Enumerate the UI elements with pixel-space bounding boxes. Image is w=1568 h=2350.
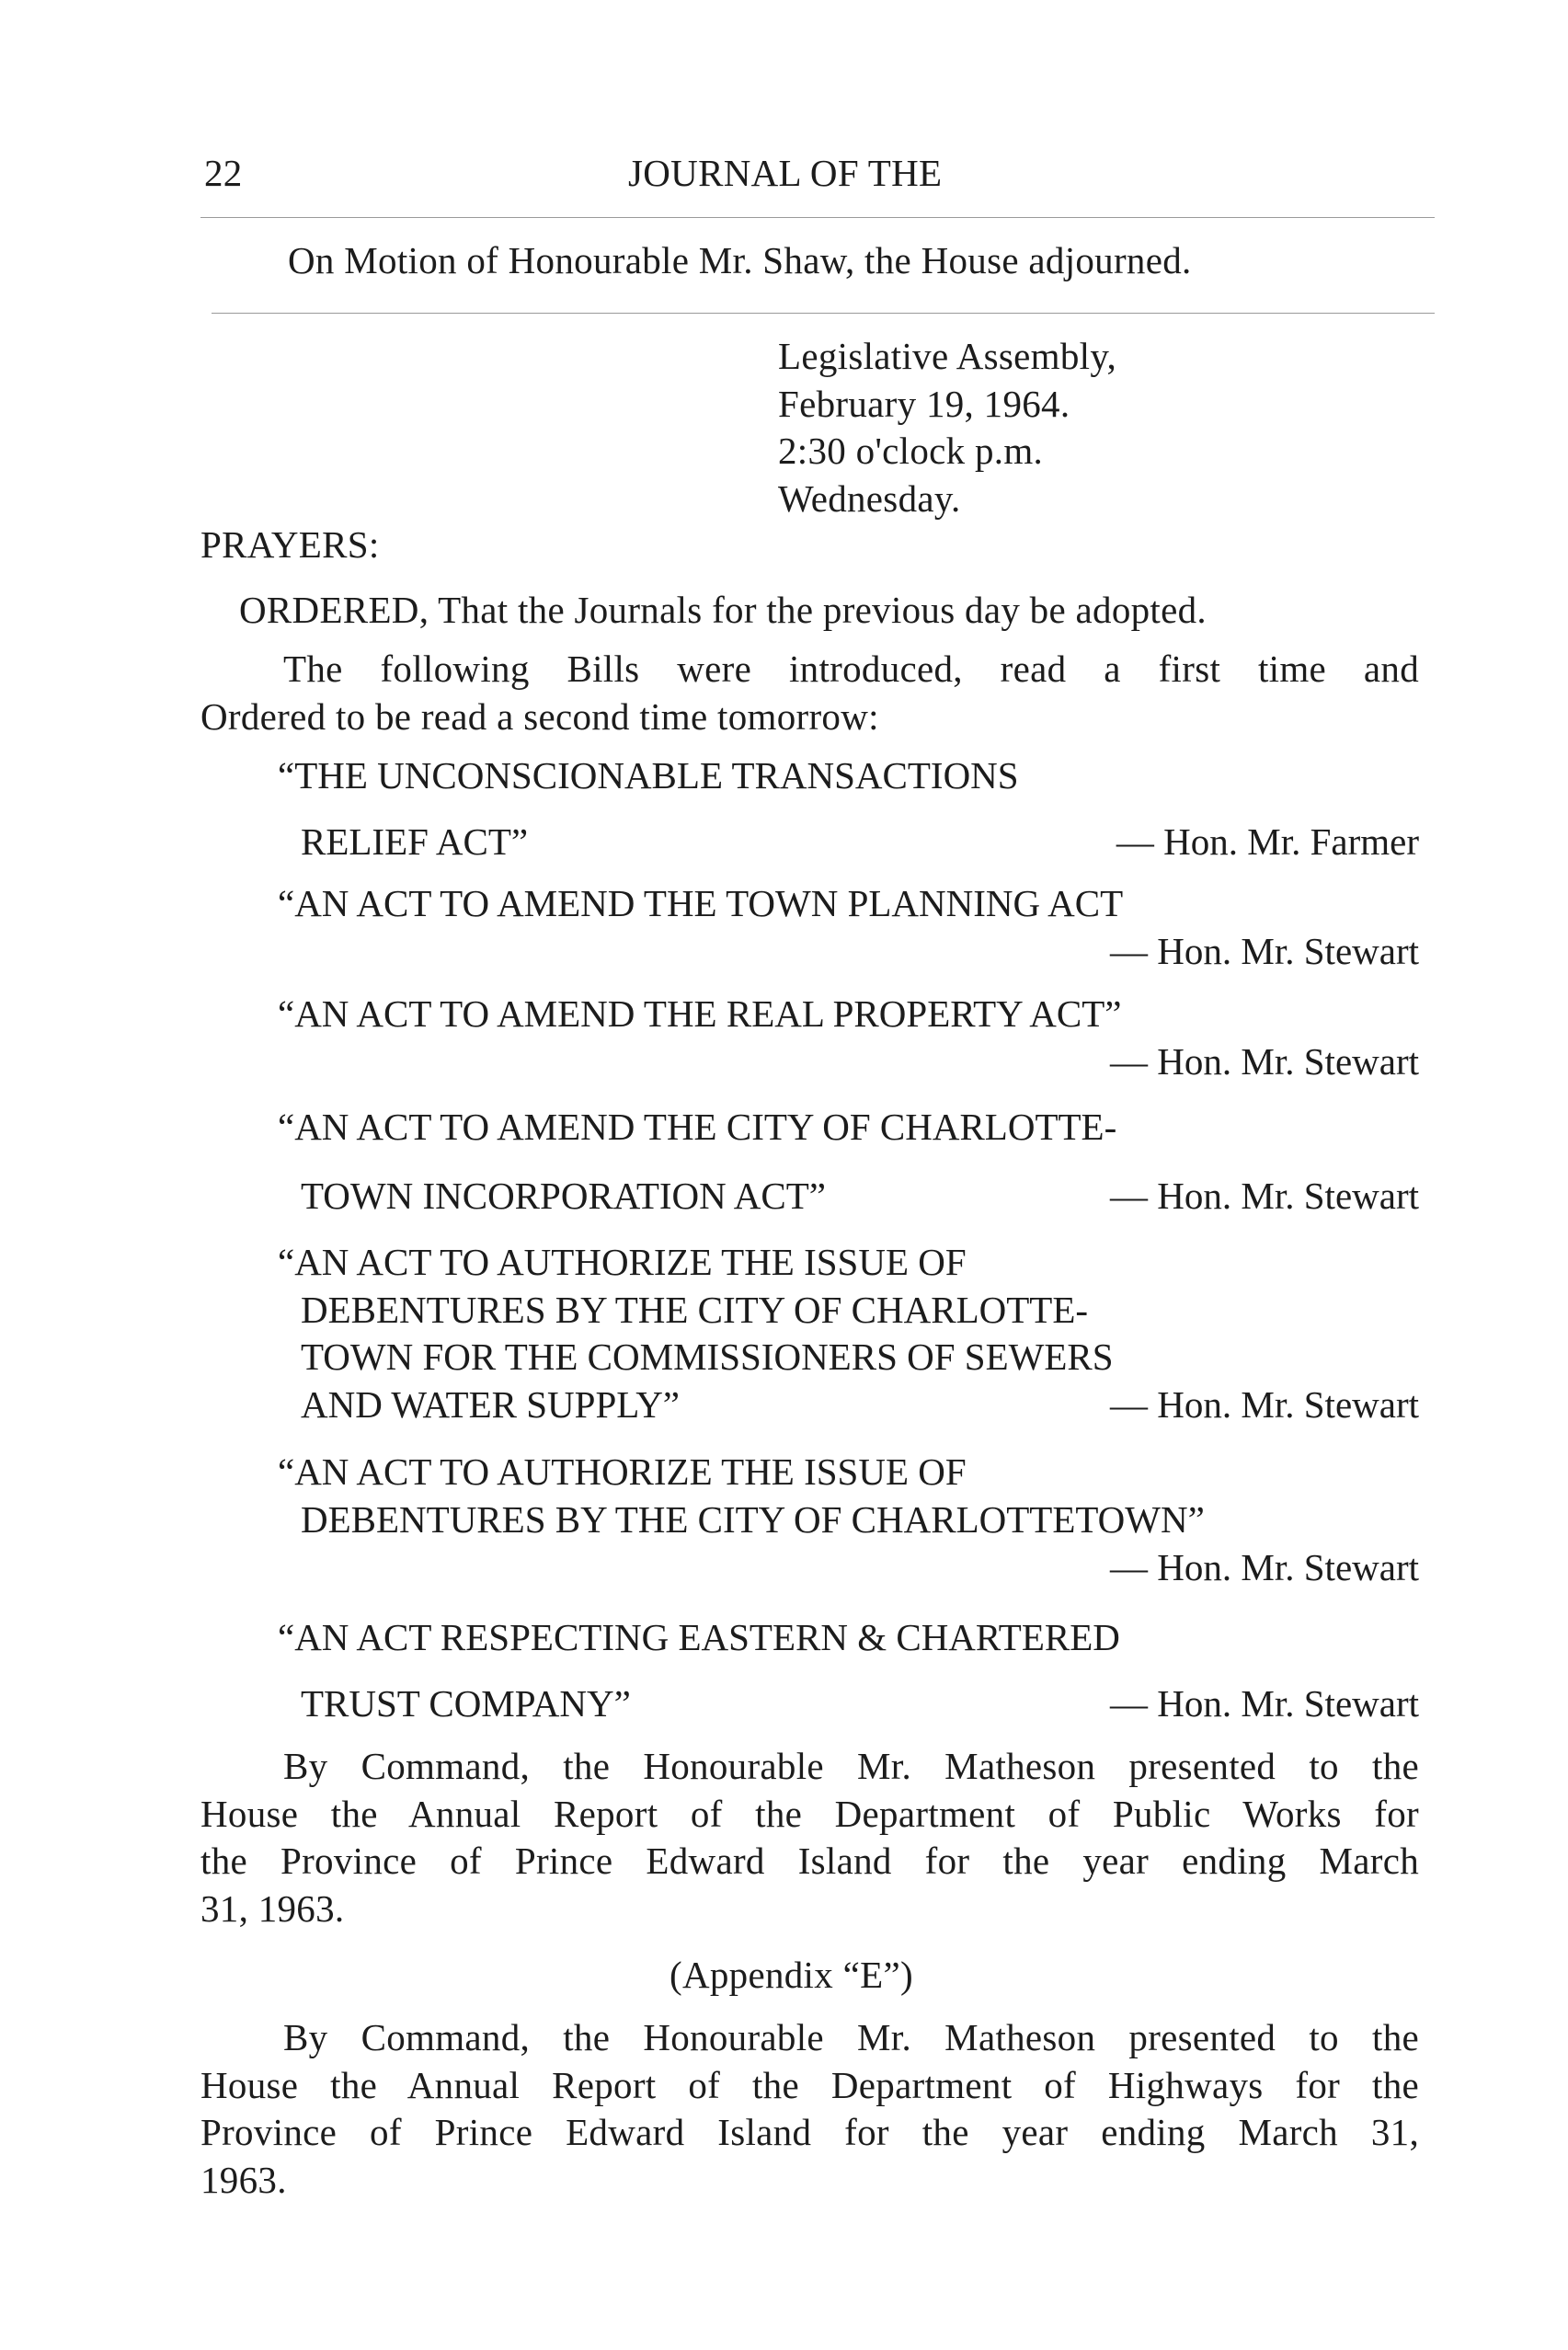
- bill-sponsor: — Hon. Mr. Stewart: [1110, 1383, 1419, 1426]
- running-title: JOURNAL OF THE: [628, 152, 943, 194]
- sitting-place: Legislative Assembly,: [778, 335, 1117, 377]
- bill-title-line: TRUST COMPANY”: [301, 1682, 631, 1725]
- bill-sponsor: — Hon. Mr. Stewart: [1110, 1175, 1419, 1217]
- bills-intro-line-2: Ordered to be read a second time tomorrow:: [200, 695, 879, 738]
- sitting-date: February 19, 1964.: [778, 383, 1070, 425]
- paragraph-line: House the Annual Report of the Department of Public Works for: [200, 1793, 1419, 1835]
- appendix-reference: (Appendix “E”): [670, 1954, 913, 1996]
- adjournment-line: On Motion of Honourable Mr. Shaw, the House adjourned.: [288, 239, 1192, 281]
- paragraph-line: 31, 1963.: [200, 1887, 345, 1930]
- paragraph-line: By Command, the Honourable Mr. Matheson presented to the: [283, 2016, 1419, 2058]
- bill-title-line: TOWN FOR THE COMMISSIONERS OF SEWERS: [301, 1335, 1114, 1378]
- bill-sponsor: — Hon. Mr. Stewart: [1110, 1682, 1419, 1725]
- bill-title-line: AND WATER SUPPLY”: [301, 1383, 681, 1426]
- bill-title-line: “AN ACT TO AMEND THE TOWN PLANNING ACT: [278, 882, 1124, 924]
- paragraph-line: Province of Prince Edward Island for the year ending March 31,: [200, 2111, 1419, 2153]
- bill-title-line: TOWN INCORPORATION ACT”: [301, 1175, 826, 1217]
- bill-title-line: “AN ACT TO AMEND THE REAL PROPERTY ACT”: [278, 992, 1122, 1035]
- prayers-heading: PRAYERS:: [200, 523, 380, 566]
- section-divider: [212, 313, 1435, 314]
- bill-title-line: “AN ACT TO AUTHORIZE THE ISSUE OF: [278, 1241, 967, 1283]
- header-rule: [200, 217, 1435, 218]
- bill-title-line: “AN ACT TO AUTHORIZE THE ISSUE OF: [278, 1450, 967, 1493]
- sitting-day: Wednesday.: [778, 477, 961, 520]
- paragraph-line: 1963.: [200, 2159, 287, 2201]
- bill-title-line: DEBENTURES BY THE CITY OF CHARLOTTE-: [301, 1289, 1089, 1331]
- bill-title-line: “THE UNCONSCIONABLE TRANSACTIONS: [278, 754, 1019, 797]
- paragraph-line: House the Annual Report of the Department of Highways for the: [200, 2064, 1419, 2106]
- bill-sponsor: — Hon. Mr. Stewart: [1110, 930, 1419, 972]
- paragraph-line: By Command, the Honourable Mr. Matheson presented to the: [283, 1745, 1419, 1787]
- bill-sponsor: — Hon. Mr. Stewart: [1110, 1546, 1419, 1588]
- bill-title-line: RELIEF ACT”: [301, 820, 529, 863]
- bill-title-line: “AN ACT RESPECTING EASTERN & CHARTERED: [278, 1616, 1120, 1658]
- paragraph-line: the Province of Prince Edward Island for the year ending March: [200, 1840, 1419, 1882]
- page-number: 22: [204, 152, 243, 194]
- bill-title-line: DEBENTURES BY THE CITY OF CHARLOTTETOWN”: [301, 1498, 1205, 1541]
- sitting-time: 2:30 o'clock p.m.: [778, 430, 1044, 472]
- bill-title-line: “AN ACT TO AMEND THE CITY OF CHARLOTTE-: [278, 1106, 1117, 1148]
- bill-sponsor: — Hon. Mr. Stewart: [1110, 1040, 1419, 1083]
- ordered-line: ORDERED, That the Journals for the previous day be adopted.: [239, 589, 1207, 631]
- bill-sponsor: — Hon. Mr. Farmer: [1116, 820, 1419, 863]
- bills-intro-line-1: The following Bills were introduced, read a first time and: [283, 648, 1419, 690]
